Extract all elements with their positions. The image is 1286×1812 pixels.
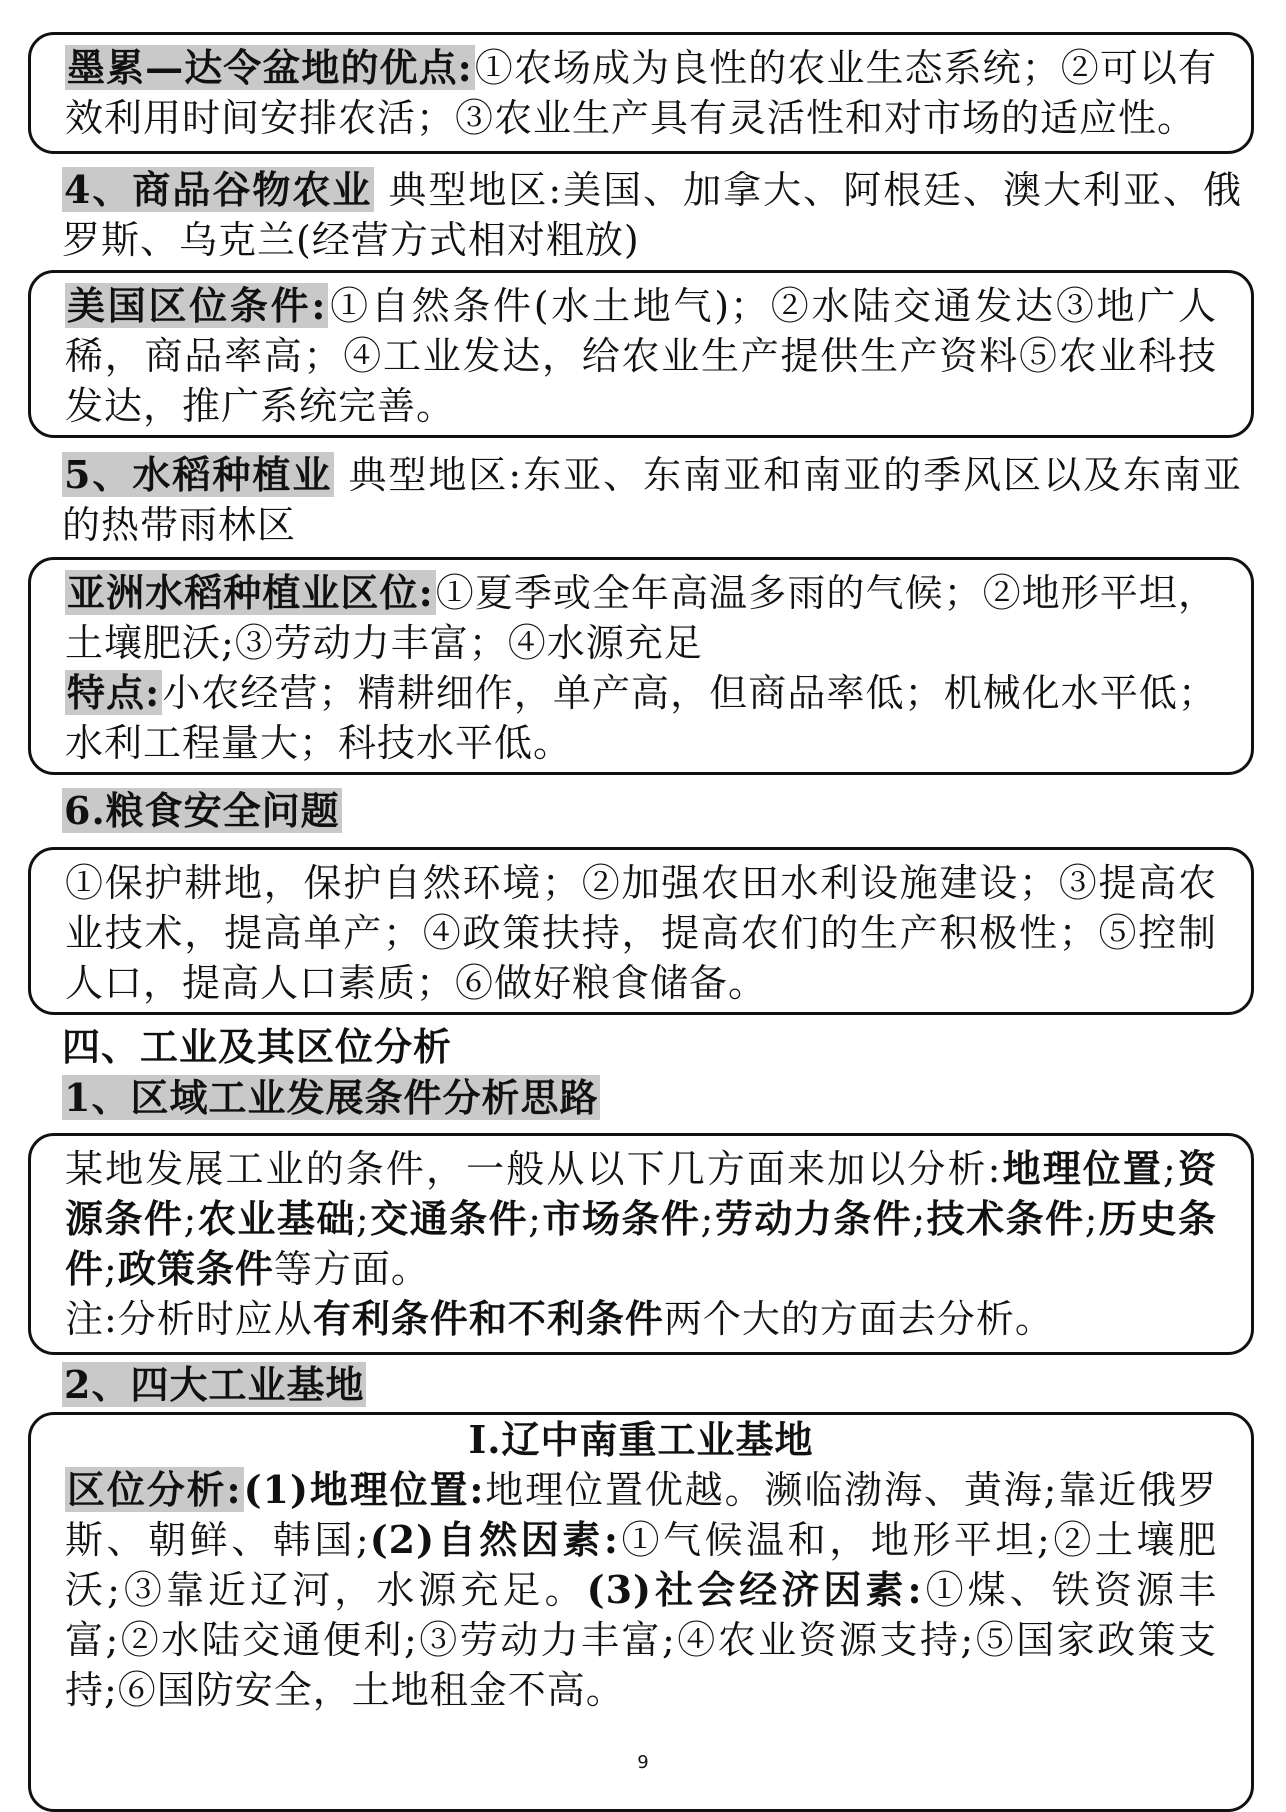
socio-economic-label: (3)社会经济因素:: [586, 1567, 923, 1612]
analysis-note: [65, 1294, 1217, 1344]
condition-transport: 交通条件: [369, 1196, 529, 1241]
sep-1: ;: [1163, 1147, 1177, 1191]
asia-rice-label: 亚洲水稻种植业区位:: [67, 570, 434, 615]
condition-agriculture: 农业基础: [197, 1196, 356, 1241]
condition-location: 地理位置: [1001, 1146, 1164, 1191]
section-6-label: 6.粮食安全问题: [64, 788, 340, 833]
page-number: 9: [637, 1752, 649, 1773]
murray-darling-label: 墨累—达令盆地的优点:: [67, 45, 473, 90]
features-label: 特点:: [67, 670, 161, 715]
murray-darling-content: ①农场成为良性的农业生态系统；②可以有效利用时间安排农活；③农业生产具有灵活性和对市场的适应性。: [65, 46, 1217, 140]
sep-8: ;: [104, 1247, 118, 1291]
usa-location-text: [65, 281, 1217, 431]
liaoning-title: I.辽中南重工业基地: [468, 1417, 814, 1462]
food-security-text: ①保护耕地，保护自然环境；②加强农田水利设施建设；③提高农业技术，提高单产；④政策扶持，提高农们的生产积极性；⑤控制人口，提高人口素质；⑥做好粮食储备。: [65, 861, 1217, 1005]
note-prefix: 注:分析时应从: [65, 1297, 313, 1341]
socio-economic-text: ①煤、铁资源丰富;②水陆交通便利;③劳动力丰富;④农业资源支持;⑤国家政策支持;⑥国防安全，土地租金不高。: [65, 1568, 1217, 1712]
sep-3: ;: [355, 1197, 370, 1241]
box-usa-location: [28, 270, 1254, 438]
chapter-4-title: 四、工业及其区位分析: [62, 1024, 453, 1069]
condition-history: 历史条件: [65, 1196, 1217, 1291]
subsection-industry-conditions: [62, 1073, 1242, 1123]
usa-location-content: ①自然条件(水土地气)；②水陆交通发达③地广人稀，商品率高；④工业发达，给农业生产提供生产资料⑤农业科技发达，推广系统完善。: [65, 284, 1218, 428]
location-analysis-label: 区位分析:: [67, 1467, 242, 1512]
murray-darling-text: [65, 43, 1217, 143]
asia-rice-location-text: [65, 568, 1217, 668]
subsection-2-label: 2、四大工业基地: [64, 1362, 365, 1407]
section-rice-farming: [62, 450, 1242, 550]
industry-conditions-text: [65, 1144, 1217, 1294]
condition-market: 市场条件: [541, 1196, 701, 1241]
geo-location-text: 地理位置优越。濒临渤海、黄海;靠近俄罗斯、朝鲜、韩国;: [65, 1468, 1217, 1562]
condition-resources: 资源条件: [65, 1146, 1217, 1241]
section-4-label: 4、商品谷物农业: [64, 167, 373, 212]
chapter-industry-title: [62, 1022, 1242, 1072]
natural-factors-text: ①气候温和，地形平坦;②土壤肥沃;③靠近辽河，水源充足。: [65, 1518, 1217, 1612]
geo-location-label: (1)地理位置:: [243, 1467, 485, 1512]
sep-2: ;: [183, 1197, 198, 1241]
condition-labor: 劳动力条件: [714, 1196, 913, 1241]
section-commercial-grain: [62, 165, 1242, 265]
condition-technology: 技术条件: [926, 1196, 1085, 1241]
asia-rice-features-text: [65, 668, 1217, 768]
box-murray-darling: [28, 32, 1254, 154]
box-food-security: [28, 847, 1254, 1015]
note-suffix: 两个大的方面去分析。: [663, 1297, 1054, 1341]
sep-5: ;: [700, 1197, 715, 1241]
features-content: 小农经营；精耕细作，单产高，但商品率低；机械化水平低；水利工程量大；科技水平低。: [65, 671, 1217, 765]
sep-4: ;: [528, 1197, 542, 1241]
box-industry-conditions: [28, 1133, 1254, 1355]
section-5-text: 典型地区:东亚、东南亚和南亚的季风区以及东南亚的热带雨林区: [62, 453, 1242, 547]
liaoning-analysis-text: [65, 1465, 1217, 1715]
liaoning-title-line: [65, 1415, 1217, 1465]
section-4-text: 典型地区:美国、加拿大、阿根廷、澳大利亚、俄罗斯、乌克兰(经营方式相对粗放): [62, 168, 1242, 262]
sep-6: ;: [912, 1197, 927, 1241]
note-emphasis: 有利条件和不利条件: [312, 1296, 664, 1341]
section-5-label: 5、水稻种植业: [64, 452, 333, 497]
natural-factors-label: (2)自然因素:: [369, 1517, 619, 1562]
usa-location-label: 美国区位条件:: [67, 283, 327, 328]
section-food-security: [62, 786, 1242, 836]
subsection-industrial-bases: [62, 1360, 1242, 1410]
box-asia-rice: [28, 557, 1254, 775]
condition-policy: 政策条件: [117, 1246, 274, 1291]
conditions-intro: 某地发展工业的条件，一般从以下几方面来加以分析:: [65, 1147, 1002, 1191]
sep-7: ;: [1084, 1197, 1099, 1241]
subsection-1-label: 1、区域工业发展条件分析思路: [64, 1075, 599, 1120]
conditions-tail: 等方面。: [273, 1247, 430, 1291]
asia-rice-content: ①夏季或全年高温多雨的气候；②地形平坦，土壤肥沃;③劳动力丰富；④水源充足: [65, 571, 1217, 665]
